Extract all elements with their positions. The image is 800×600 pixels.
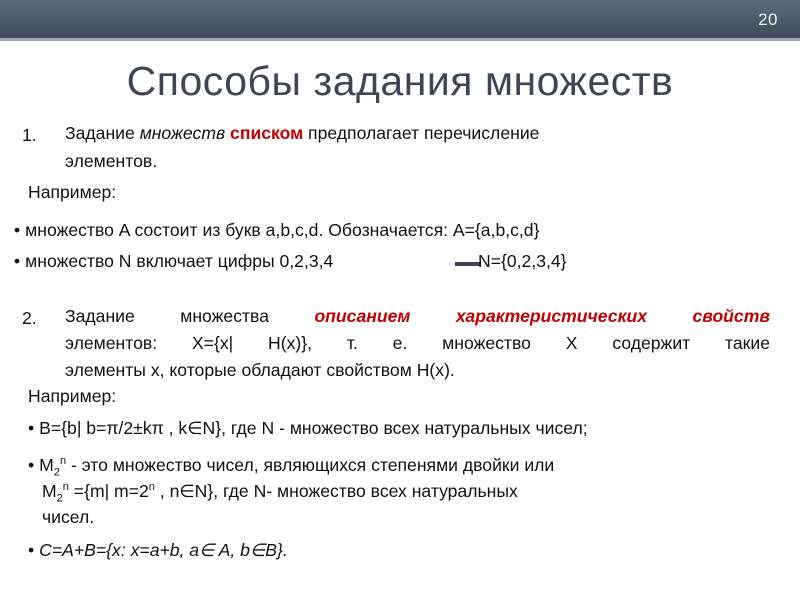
subscript: 2 (53, 466, 60, 479)
section2-bullet-2 (28, 455, 554, 479)
text-run-italic: множеств (139, 123, 226, 143)
title-bar-accent (0, 38, 800, 41)
section2-line1 (65, 303, 770, 330)
text-run: , n∈N}, где N- множество всех натуральных (154, 481, 518, 501)
text-run-highlight: описанием характеристических свойств (314, 306, 770, 326)
text-run-highlight: списком (230, 123, 304, 143)
section1-line2: элементов. (65, 151, 158, 171)
subscript: 2 (56, 492, 63, 505)
text-run: M (39, 455, 54, 475)
section1-number: 1. (22, 125, 37, 145)
bullet-dot: • (28, 455, 35, 475)
section1-bullet-1 (14, 220, 539, 241)
section1-bullet-2 (14, 251, 333, 272)
text-run: M (42, 481, 57, 501)
bullet-dot: • (28, 540, 35, 560)
section1-line1 (65, 120, 775, 147)
text-run: ={m| m=2 (68, 481, 149, 501)
section2-number: 2. (22, 308, 37, 328)
section2-line3: элементы x, которые обладают свойством H(x). (65, 360, 455, 380)
section1-bullet-2-result: N={0,2,3,4} (478, 251, 567, 271)
text-run: Задание множества (65, 306, 315, 326)
text-run: предполагает перечисление (303, 123, 540, 143)
section2-line2: элементов: X={x| H(x)}, т. е. множество X содержит такие (65, 333, 770, 353)
section2-bullet-2-line2 (42, 481, 518, 505)
bullet-text: множество N включает цифры 0,2,3,4 (25, 251, 334, 271)
superscript: n (59, 455, 67, 468)
bullet-text: B={b| b=π/2±kπ , k∈N}, где N - множество всех натуральных чисел; (39, 418, 588, 438)
bullet-dot: • (28, 418, 35, 438)
slide-number: 20 (758, 10, 778, 29)
text-run: - это множество чисел, являющихся степенями двойки или (66, 455, 555, 475)
section2-bullet-3 (28, 540, 288, 561)
section2-bullet-1 (28, 418, 588, 439)
bullet-dot: • (14, 220, 21, 240)
superscript: n (62, 481, 69, 494)
superscript: n (148, 481, 155, 494)
title-bar (0, 0, 800, 38)
slide-title: Способы задания множеств (126, 58, 674, 104)
section2-example-label: Например: (28, 386, 117, 406)
bullet-text: множество A состоит из букв a,b,c,d. Обозначается: A={a,b,c,d} (25, 220, 540, 240)
text-run: Задание (65, 123, 140, 143)
bullet-text: C=A+B={x: x=a+b, a∈ A, b∈B}. (39, 540, 288, 560)
bullet-dot: • (14, 251, 21, 271)
section1-example-label: Например: (28, 182, 117, 202)
section2-bullet-2-line3: чисел. (42, 507, 95, 527)
